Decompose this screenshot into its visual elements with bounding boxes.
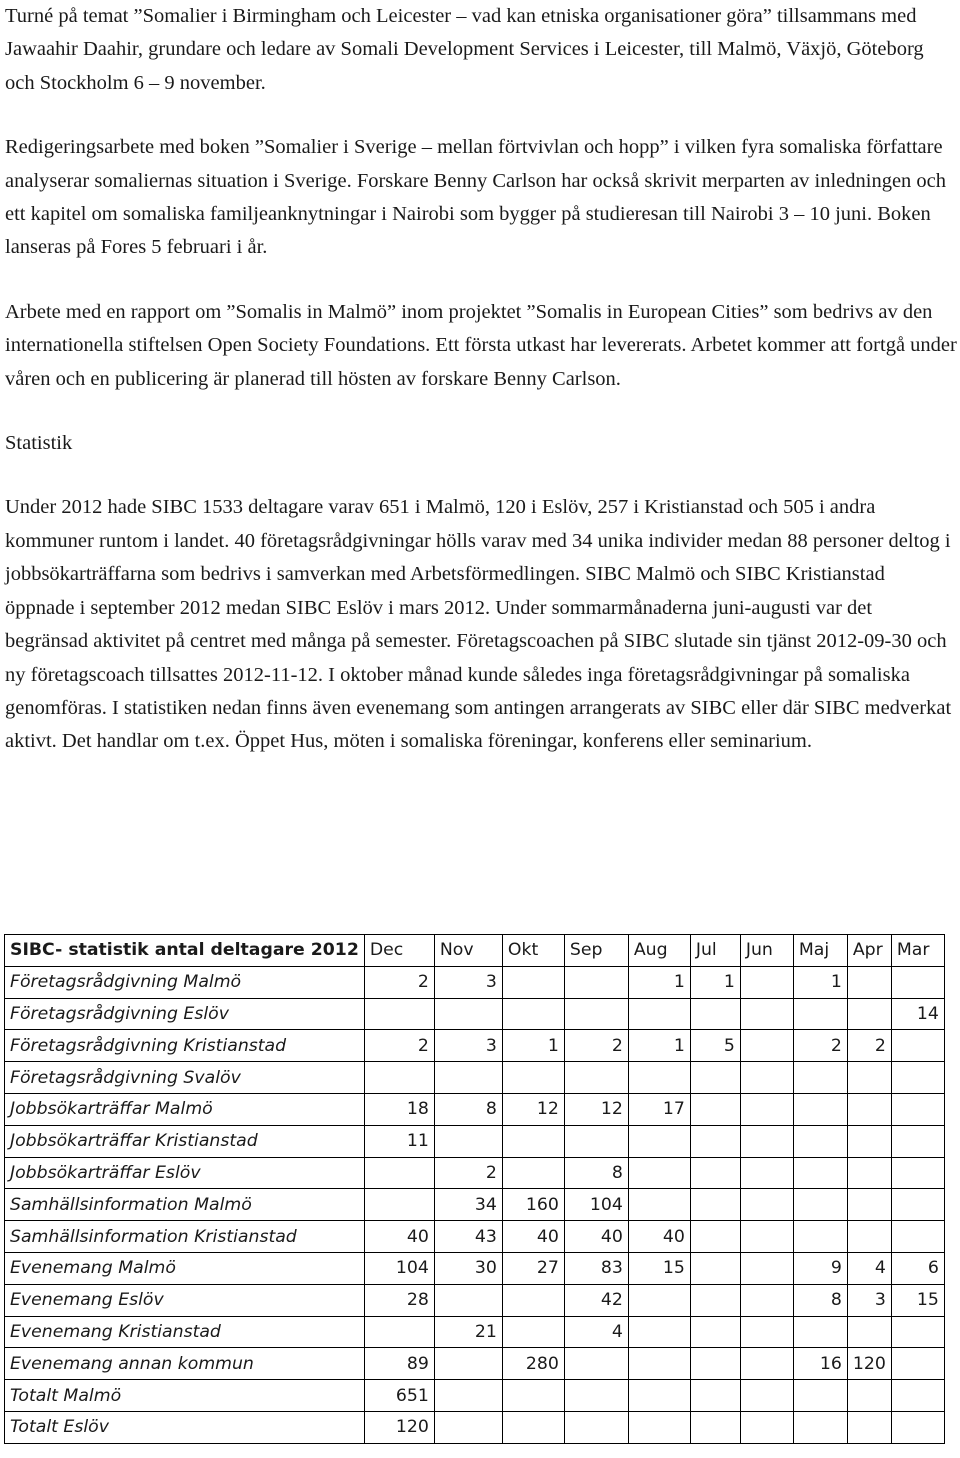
table-cell — [793, 1093, 847, 1125]
table-row-label: Företagsrådgivning Svalöv — [5, 1062, 365, 1094]
table-cell: 40 — [628, 1221, 690, 1253]
table-cell — [564, 998, 628, 1030]
table-cell — [628, 1411, 690, 1443]
table-cell: 16 — [793, 1348, 847, 1380]
table-cell: 1 — [502, 1030, 564, 1062]
paragraph-gap — [5, 265, 957, 296]
table-cell — [628, 1062, 690, 1094]
table-cell — [740, 1125, 793, 1157]
table-cell — [793, 1316, 847, 1348]
table-row — [5, 1189, 945, 1221]
table-row — [5, 1348, 945, 1380]
table-cell — [690, 1157, 740, 1189]
table-row — [5, 1380, 945, 1412]
table-row — [5, 1411, 945, 1443]
table-cell — [740, 1030, 793, 1062]
table-cell: 42 — [564, 1284, 628, 1316]
table-cell — [847, 1411, 891, 1443]
table-cell — [690, 1062, 740, 1094]
table-cell — [793, 998, 847, 1030]
table-cell — [364, 998, 434, 1030]
table-row — [5, 1125, 945, 1157]
table-cell: 27 — [502, 1252, 564, 1284]
table-cell — [847, 1125, 891, 1157]
table-cell — [690, 1348, 740, 1380]
table-row-label: Evenemang annan kommun — [5, 1348, 365, 1380]
table-header-row — [5, 935, 945, 967]
table-header-month: Jun — [740, 935, 793, 967]
table-cell: 30 — [434, 1252, 502, 1284]
section-heading-statistik: Statistik — [5, 432, 73, 455]
table-cell — [690, 1380, 740, 1412]
table-row — [5, 1093, 945, 1125]
table-cell — [793, 1062, 847, 1094]
table-cell — [740, 1316, 793, 1348]
table-row-label: Samhällsinformation Kristianstad — [5, 1221, 365, 1253]
table-row-label: Evenemang Kristianstad — [5, 1316, 365, 1348]
table-header-month: Jul — [690, 935, 740, 967]
table-cell — [740, 1380, 793, 1412]
table-cell: 89 — [364, 1348, 434, 1380]
paragraph-gap — [5, 100, 957, 131]
table-cell: 2 — [793, 1030, 847, 1062]
table-header-month: Dec — [364, 935, 434, 967]
table-cell — [847, 1221, 891, 1253]
table-cell: 651 — [364, 1380, 434, 1412]
table-cell — [847, 1380, 891, 1412]
table-header-month: Nov — [434, 935, 502, 967]
table-row-label: Evenemang Eslöv — [5, 1284, 365, 1316]
table-cell: 12 — [564, 1093, 628, 1125]
table-cell — [740, 1221, 793, 1253]
table-header-month: Apr — [847, 935, 891, 967]
table-row — [5, 1030, 945, 1062]
table-row-label: Företagsrådgivning Malmö — [5, 966, 365, 998]
table-cell — [434, 1411, 502, 1443]
table-cell — [628, 1157, 690, 1189]
table-cell — [793, 1411, 847, 1443]
paragraph-book-editing: Redigeringsarbete med boken ”Somalier i Sverige – mellan förtvivlan och hopp” i vilken fyra somaliska författare analyserar somaliernas situation i Sverige. Forskare Benny Carlson har också skrivit merparten av inledningen och ett kapitel om somaliska familjeanknytningar i Nairobi som bygger på studieresan till Nairobi 3 – 10 juni. Boken lanseras på Fores 5 februari i år. — [5, 136, 947, 259]
table-cell — [740, 1284, 793, 1316]
table-cell — [502, 1411, 564, 1443]
table-cell — [434, 1062, 502, 1094]
table-cell — [434, 1284, 502, 1316]
table-cell — [564, 1380, 628, 1412]
table-cell — [564, 1348, 628, 1380]
table-cell — [502, 1062, 564, 1094]
table-row — [5, 1252, 945, 1284]
table-cell: 18 — [364, 1093, 434, 1125]
table-cell — [740, 1157, 793, 1189]
table-cell — [891, 1221, 944, 1253]
table-row-label: Jobbsökarträffar Eslöv — [5, 1157, 365, 1189]
table-body — [5, 966, 945, 1443]
table-cell — [628, 1125, 690, 1157]
table-cell — [628, 1348, 690, 1380]
table-cell: 3 — [434, 966, 502, 998]
table-cell — [847, 966, 891, 998]
table-row-label: Företagsrådgivning Eslöv — [5, 998, 365, 1030]
table-cell — [847, 998, 891, 1030]
table-cell — [891, 1030, 944, 1062]
table-cell — [628, 1189, 690, 1221]
table-cell — [628, 1284, 690, 1316]
table-cell — [690, 1411, 740, 1443]
table-cell — [740, 1348, 793, 1380]
table-cell — [793, 1189, 847, 1221]
table-cell — [502, 966, 564, 998]
table-cell — [690, 1093, 740, 1125]
table-header-month: Sep — [564, 935, 628, 967]
table-cell: 9 — [793, 1252, 847, 1284]
table-cell — [628, 1316, 690, 1348]
table-cell: 2 — [564, 1030, 628, 1062]
table-cell: 1 — [628, 966, 690, 998]
table-cell — [502, 1316, 564, 1348]
table-cell — [434, 998, 502, 1030]
table-cell — [364, 1062, 434, 1094]
statistics-table-container — [4, 934, 945, 1444]
table-cell: 83 — [564, 1252, 628, 1284]
table-cell — [740, 1093, 793, 1125]
table-cell: 40 — [502, 1221, 564, 1253]
table-cell — [502, 1380, 564, 1412]
document-body — [5, 0, 957, 759]
table-row — [5, 1316, 945, 1348]
table-row — [5, 998, 945, 1030]
table-cell: 8 — [793, 1284, 847, 1316]
table-cell — [628, 998, 690, 1030]
table-cell: 6 — [891, 1252, 944, 1284]
table-cell — [891, 1189, 944, 1221]
table-cell: 15 — [891, 1284, 944, 1316]
table-cell — [434, 1125, 502, 1157]
table-cell: 4 — [847, 1252, 891, 1284]
table-cell — [847, 1189, 891, 1221]
table-cell — [364, 1189, 434, 1221]
table-cell — [364, 1316, 434, 1348]
table-cell — [434, 1348, 502, 1380]
table-cell — [793, 1221, 847, 1253]
table-cell — [564, 1062, 628, 1094]
table-header-month: Okt — [502, 935, 564, 967]
table-cell — [434, 1380, 502, 1412]
table-cell — [564, 1125, 628, 1157]
table-cell — [793, 1125, 847, 1157]
table-cell — [847, 1093, 891, 1125]
table-cell: 1 — [628, 1030, 690, 1062]
table-cell: 8 — [564, 1157, 628, 1189]
table-cell: 43 — [434, 1221, 502, 1253]
table-cell — [740, 1062, 793, 1094]
table-cell — [891, 1411, 944, 1443]
table-cell: 2 — [434, 1157, 502, 1189]
table-cell — [891, 1093, 944, 1125]
table-cell: 17 — [628, 1093, 690, 1125]
table-cell — [564, 966, 628, 998]
table-cell — [502, 1125, 564, 1157]
table-cell — [891, 1062, 944, 1094]
table-cell — [690, 1316, 740, 1348]
table-row-label: Jobbsökarträffar Kristianstad — [5, 1125, 365, 1157]
table-row-label: Samhällsinformation Malmö — [5, 1189, 365, 1221]
table-cell: 104 — [364, 1252, 434, 1284]
table-cell — [847, 1157, 891, 1189]
table-header-month: Aug — [628, 935, 690, 967]
table-cell: 120 — [847, 1348, 891, 1380]
table-cell: 2 — [364, 1030, 434, 1062]
table-cell: 120 — [364, 1411, 434, 1443]
statistics-table — [4, 934, 945, 1444]
table-cell — [740, 1252, 793, 1284]
paragraph-gap — [5, 460, 957, 491]
table-cell — [891, 1125, 944, 1157]
table-row-label: Jobbsökarträffar Malmö — [5, 1093, 365, 1125]
paragraph-report: Arbete med en rapport om ”Somalis in Malmö” inom projektet ”Somalis in European Cities” som bedrivs av den internationella stiftelsen Open Society Foundations. Ett första utkast har levererats. Arbetet kommer att fortgå under våren och en publicering är planerad till hösten av forskare Benny Carlson. — [5, 300, 957, 390]
table-cell — [891, 1348, 944, 1380]
table-cell — [628, 1380, 690, 1412]
table-cell — [891, 1316, 944, 1348]
table-cell — [690, 1252, 740, 1284]
table-cell — [891, 1157, 944, 1189]
table-cell: 3 — [847, 1284, 891, 1316]
table-row — [5, 1221, 945, 1253]
table-cell — [740, 1189, 793, 1221]
table-cell — [891, 966, 944, 998]
table-cell — [847, 1062, 891, 1094]
table-cell — [690, 1189, 740, 1221]
paragraph-tour: Turné på temat ”Somalier i Birmingham och Leicester – vad kan etniska organisationer göra” tillsammans med Jawaahir Daahir, grundare och ledare av Somali Development Services i Leicester, till Malmö, Växjö, Göteborg och Stockholm 6 – 9 november. — [5, 5, 924, 94]
table-cell: 15 — [628, 1252, 690, 1284]
table-cell: 14 — [891, 998, 944, 1030]
table-cell: 28 — [364, 1284, 434, 1316]
table-cell: 1 — [793, 966, 847, 998]
table-cell — [740, 966, 793, 998]
table-cell — [740, 1411, 793, 1443]
table-cell: 160 — [502, 1189, 564, 1221]
table-cell: 21 — [434, 1316, 502, 1348]
table-cell: 11 — [364, 1125, 434, 1157]
table-cell: 1 — [690, 966, 740, 998]
table-title: SIBC- statistik antal deltagare 2012 — [5, 935, 365, 967]
table-row — [5, 1284, 945, 1316]
table-cell — [502, 1157, 564, 1189]
table-cell: 12 — [502, 1093, 564, 1125]
table-cell: 104 — [564, 1189, 628, 1221]
table-cell — [690, 1221, 740, 1253]
table-row — [5, 1157, 945, 1189]
table-cell — [891, 1380, 944, 1412]
paragraph-gap — [5, 396, 957, 427]
table-cell — [502, 1284, 564, 1316]
table-cell — [847, 1316, 891, 1348]
paragraph-statistics: Under 2012 hade SIBC 1533 deltagare varav 651 i Malmö, 120 i Eslöv, 257 i Kristianstad och 505 i andra kommuner runtom i landet. 40 företagsrådgivningar hölls varav med 34 unika individer medan 88 personer deltog i jobbsökarträffarna som bedrivs i samverkan med Arbetsförmedlingen. SIBC Malmö och SIBC Kristianstad öppnade i september 2012 medan SIBC Eslöv i mars 2012. Under sommarmånaderna juni-augusti var det begränsad aktivitet på centret med många på semester. Företagscoachen på SIBC slutade sin tjänst 2012-09-30 och ny företagscoach tillsattes 2012-11-12. I oktober månad kunde således inga företagsrådgivningar på somaliska genomföras. I statistiken nedan finns även evenemang som antingen arrangerats av SIBC eller där SIBC medverkat aktivt. Det handlar om t.ex. Öppet Hus, möten i somaliska föreningar, konferens eller seminarium. — [5, 496, 952, 753]
table-row-label: Företagsrådgivning Kristianstad — [5, 1030, 365, 1062]
table-row — [5, 1062, 945, 1094]
table-header-month: Maj — [793, 935, 847, 967]
table-cell: 40 — [364, 1221, 434, 1253]
table-cell: 280 — [502, 1348, 564, 1380]
table-header-month: Mar — [891, 935, 944, 967]
table-cell — [793, 1380, 847, 1412]
table-row-label: Evenemang Malmö — [5, 1252, 365, 1284]
table-cell — [793, 1157, 847, 1189]
table-cell: 40 — [564, 1221, 628, 1253]
table-row-label: Totalt Eslöv — [5, 1411, 365, 1443]
table-cell — [690, 1284, 740, 1316]
table-cell: 5 — [690, 1030, 740, 1062]
table-cell — [502, 998, 564, 1030]
table-cell: 34 — [434, 1189, 502, 1221]
table-cell — [690, 998, 740, 1030]
table-row-label: Totalt Malmö — [5, 1380, 365, 1412]
table-cell — [690, 1125, 740, 1157]
table-cell — [564, 1411, 628, 1443]
table-row — [5, 966, 945, 998]
table-cell: 2 — [847, 1030, 891, 1062]
table-cell: 3 — [434, 1030, 502, 1062]
table-cell — [364, 1157, 434, 1189]
table-cell: 4 — [564, 1316, 628, 1348]
table-cell: 2 — [364, 966, 434, 998]
table-cell: 8 — [434, 1093, 502, 1125]
table-cell — [740, 998, 793, 1030]
